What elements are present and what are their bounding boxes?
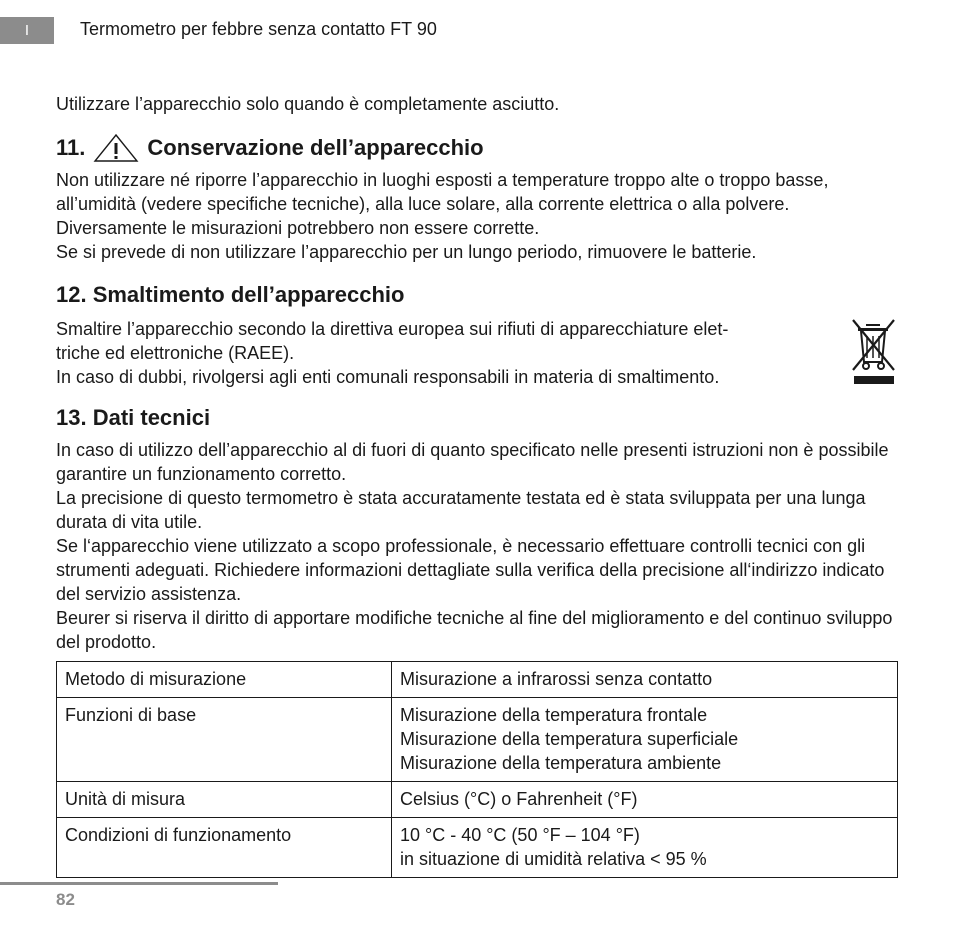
- spec-value: Misurazione della temperatura frontale Misurazione della temperatura superficiale Misurazione della temperatura ambiente: [392, 698, 898, 782]
- section-13-paragraph-1: In caso di utilizzo dell’apparecchio al di fuori di quanto specificato nelle presenti istruzioni non è possibile garantire un funzionamento corretto.: [56, 440, 889, 484]
- spec-label: Condizioni di funzionamento: [57, 818, 392, 878]
- section-13-paragraph-4: Beurer si riserva il diritto di apportare modifiche tecniche al fine del miglioramento e del continuo sviluppo del prodotto.: [56, 608, 893, 652]
- language-tab-label: I: [24, 22, 30, 39]
- warning-triangle-icon: [93, 133, 139, 163]
- section-11-title: Conservazione dell’apparecchio: [147, 135, 484, 160]
- table-row: [57, 818, 898, 878]
- section-11-number: 11.: [56, 135, 86, 160]
- technical-specs-table: [56, 661, 898, 878]
- section-11-paragraph-1: Non utilizzare né riporre l’apparecchio in luoghi esposti a temperature troppo alte o troppo basse, all’umidità (vedere specifiche tecniche), alla luce solare, alla corrente elettrica o alla polvere. Diversamente le misurazioni potrebbero non essere corrette.: [56, 170, 829, 238]
- spec-label: Metodo di misurazione: [57, 662, 392, 698]
- section-13-heading: 13. Dati tecnici: [56, 405, 211, 430]
- spec-value: Misurazione a infrarossi senza contatto: [392, 662, 898, 698]
- intro-text: Utilizzare l’apparecchio solo quando è completamente asciutto.: [56, 94, 560, 114]
- document-title: Termometro per febbre senza contatto FT 90: [80, 19, 437, 39]
- section-11-paragraph-2: Se si prevede di non utilizzare l’apparecchio per un lungo periodo, rimuovere le batterie.: [56, 242, 757, 262]
- footer-divider: [0, 882, 278, 885]
- spec-label: Unità di misura: [57, 782, 392, 818]
- language-tab: [0, 17, 54, 44]
- spec-value: Celsius (°C) o Fahrenheit (°F): [392, 782, 898, 818]
- section-12-paragraph-1: Smaltire l’apparecchio secondo la direttiva europea sui rifiuti di apparecchiature elet- triche ed elettroniche (RAEE).: [56, 319, 729, 363]
- section-13-paragraph-3: Se l‘apparecchio viene utilizzato a scopo professionale, è necessario effettuare controlli tecnici con gli strumenti adeguati. Richiedere informazioni dettagliate sulla verifica della precisione all‘indirizzo indicato del servizio assistenza.: [56, 536, 885, 604]
- table-row: [57, 698, 898, 782]
- spec-value: 10 °C - 40 °C (50 °F – 104 °F) in situazione di umidità relativa < 95 %: [392, 818, 898, 878]
- page-number: 82: [56, 890, 75, 909]
- crossed-out-wheelie-bin-icon: [850, 318, 898, 386]
- table-row: [57, 662, 898, 698]
- section-12-paragraph-2: In caso di dubbi, rivolgersi agli enti comunali responsabili in materia di smaltimento.: [56, 367, 720, 387]
- section-13-paragraph-2: La precisione di questo termometro è stata accuratamente testata ed è stata sviluppata per una lunga durata di vita utile.: [56, 488, 866, 532]
- spec-label: Funzioni di base: [57, 698, 392, 782]
- table-row: [57, 782, 898, 818]
- section-12-heading: 12. Smaltimento dell’apparecchio: [56, 282, 405, 307]
- section-11-heading: [56, 133, 484, 163]
